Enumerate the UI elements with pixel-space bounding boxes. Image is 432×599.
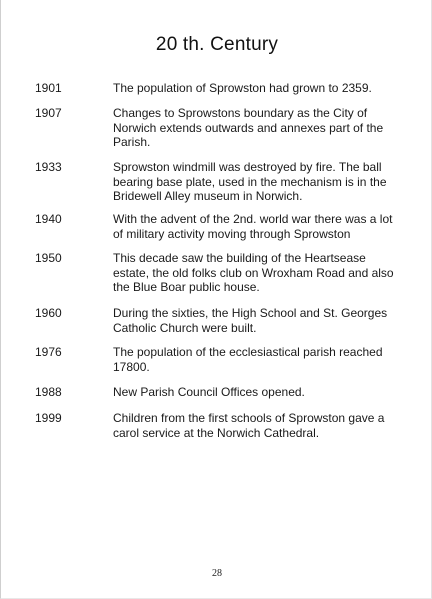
entry-year: 1950 xyxy=(35,251,62,265)
entry-text: During the sixties, the High School and St. Georges Catholic Church were built. xyxy=(113,306,388,335)
entry-year: 1940 xyxy=(35,212,62,226)
entry-year: 1901 xyxy=(35,81,62,95)
entry-year: 1933 xyxy=(35,160,62,174)
entry-year: 1960 xyxy=(35,306,62,320)
entry-text: Changes to Sprowstons boundary as the City of Norwich extends outwards and annexes part of the Parish. xyxy=(113,106,384,150)
entry-text: The population of Sprowston had grown to 2359. xyxy=(113,81,372,95)
entry-year: 1988 xyxy=(35,385,62,399)
entry-text: This decade saw the building of the Heartsease estate, the old folks club on Wroxham Road and also the Blue Boar public house. xyxy=(113,251,394,295)
entry-year: 1999 xyxy=(35,411,62,425)
entry-text: Sprowston windmill was destroyed by fire. The ball bearing base plate, used in the mechanism is in the Bridewell Alley museum in Norwich. xyxy=(113,160,387,204)
entry-text: With the advent of the 2nd. world war there was a lot of military activity moving through Sprowston xyxy=(113,212,393,241)
entry-year: 1976 xyxy=(35,345,62,359)
page-title: 20 th. Century xyxy=(155,34,279,55)
entry-text: The population of the ecclesiastical parish reached 17800. xyxy=(113,345,383,374)
entry-text: New Parish Council Offices opened. xyxy=(113,385,305,399)
page-number: 28 xyxy=(212,568,222,579)
entry-text: Children from the first schools of Sprowston gave a carol service at the Norwich Cathedral. xyxy=(113,411,385,440)
entry-year: 1907 xyxy=(35,106,62,120)
